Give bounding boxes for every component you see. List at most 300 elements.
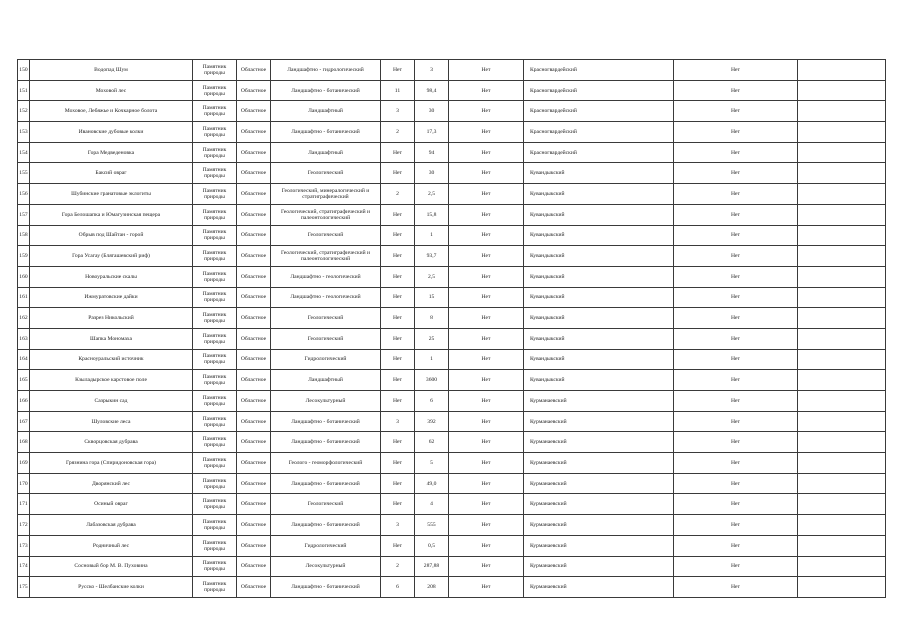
- object-category: Памятник природы: [193, 101, 237, 122]
- object-district: Курманаевский: [524, 432, 674, 453]
- object-district: Кувандыкский: [524, 349, 674, 370]
- object-notes: [798, 287, 886, 308]
- object-category: Памятник природы: [193, 142, 237, 163]
- object-cluster-count: Нет: [381, 246, 415, 267]
- object-cluster-count: 2: [381, 122, 415, 143]
- object-protection-zone: Нет: [449, 535, 524, 556]
- object-protection-zone: Нет: [449, 122, 524, 143]
- object-name: Гора Белошапка и Юмагузинская пещера: [30, 204, 193, 225]
- object-significance: Областное: [237, 473, 271, 494]
- object-significance: Областное: [237, 370, 271, 391]
- object-significance: Областное: [237, 328, 271, 349]
- row-number: 151: [18, 80, 30, 101]
- object-protection-zone: Нет: [449, 225, 524, 246]
- object-profile: Геологический: [271, 308, 381, 329]
- table-row: [18, 266, 886, 287]
- object-notes: [798, 204, 886, 225]
- object-cluster-count: 2: [381, 184, 415, 205]
- table-row: [18, 101, 886, 122]
- row-number: 155: [18, 163, 30, 184]
- object-cluster-count: Нет: [381, 370, 415, 391]
- table-row: [18, 370, 886, 391]
- object-status-flag: Нет: [674, 411, 798, 432]
- table-row: [18, 535, 886, 556]
- object-notes: [798, 473, 886, 494]
- object-area: 392: [415, 411, 449, 432]
- table-row: [18, 453, 886, 474]
- object-notes: [798, 328, 886, 349]
- object-district: Красногвардейский: [524, 80, 674, 101]
- object-significance: Областное: [237, 101, 271, 122]
- table-row: [18, 473, 886, 494]
- object-category: Памятник природы: [193, 122, 237, 143]
- object-category: Памятник природы: [193, 308, 237, 329]
- object-profile: Геологический, стратиграфический и палеонтологический: [271, 246, 381, 267]
- object-significance: Областное: [237, 556, 271, 577]
- object-area: 15,8: [415, 204, 449, 225]
- object-notes: [798, 60, 886, 81]
- table-row: [18, 411, 886, 432]
- object-district: Курманаевский: [524, 535, 674, 556]
- row-number: 174: [18, 556, 30, 577]
- object-profile: Ландшафтно - ботанический: [271, 577, 381, 598]
- object-district: Курманаевский: [524, 473, 674, 494]
- object-name: Моховое, Лебяжье и Кочкарное болота: [30, 101, 193, 122]
- object-status-flag: Нет: [674, 535, 798, 556]
- object-area: 1: [415, 225, 449, 246]
- object-significance: Областное: [237, 349, 271, 370]
- row-number: 152: [18, 101, 30, 122]
- object-status-flag: Нет: [674, 370, 798, 391]
- object-profile: Ландшафтно - ботанический: [271, 80, 381, 101]
- object-significance: Областное: [237, 515, 271, 536]
- object-category: Памятник природы: [193, 535, 237, 556]
- object-cluster-count: Нет: [381, 163, 415, 184]
- object-name: Баксий овраг: [30, 163, 193, 184]
- object-name: Новоуральские скалы: [30, 266, 193, 287]
- object-cluster-count: Нет: [381, 266, 415, 287]
- object-significance: Областное: [237, 453, 271, 474]
- object-category: Памятник природы: [193, 204, 237, 225]
- object-protection-zone: Нет: [449, 515, 524, 536]
- registry-table: [17, 59, 886, 598]
- object-district: Кувандыкский: [524, 225, 674, 246]
- object-protection-zone: Нет: [449, 349, 524, 370]
- object-profile: Ландшафтно - гидрологический: [271, 60, 381, 81]
- row-number: 153: [18, 122, 30, 143]
- row-number: 161: [18, 287, 30, 308]
- object-profile: Лесокультурный: [271, 556, 381, 577]
- object-category: Памятник природы: [193, 349, 237, 370]
- object-category: Памятник природы: [193, 328, 237, 349]
- object-significance: Областное: [237, 391, 271, 412]
- object-district: Курманаевский: [524, 556, 674, 577]
- object-protection-zone: Нет: [449, 101, 524, 122]
- object-area: 3600: [415, 370, 449, 391]
- object-cluster-count: 6: [381, 577, 415, 598]
- object-status-flag: Нет: [674, 349, 798, 370]
- object-cluster-count: 2: [381, 556, 415, 577]
- object-protection-zone: Нет: [449, 266, 524, 287]
- row-number: 165: [18, 370, 30, 391]
- object-name: Русско - Шелбанские колки: [30, 577, 193, 598]
- object-profile: Ландшафтный: [271, 370, 381, 391]
- object-protection-zone: Нет: [449, 411, 524, 432]
- object-name: Осиный овраг: [30, 494, 193, 515]
- table-row: [18, 122, 886, 143]
- object-protection-zone: Нет: [449, 60, 524, 81]
- object-category: Памятник природы: [193, 556, 237, 577]
- object-significance: Областное: [237, 204, 271, 225]
- object-significance: Областное: [237, 122, 271, 143]
- object-cluster-count: Нет: [381, 204, 415, 225]
- row-number: 163: [18, 328, 30, 349]
- row-number: 164: [18, 349, 30, 370]
- object-district: Курманаевский: [524, 391, 674, 412]
- table-row: [18, 204, 886, 225]
- object-notes: [798, 453, 886, 474]
- object-area: 17,3: [415, 122, 449, 143]
- object-profile: Ландшафтный: [271, 142, 381, 163]
- object-category: Памятник природы: [193, 515, 237, 536]
- object-district: Красногвардейский: [524, 60, 674, 81]
- object-district: Кувандыкский: [524, 246, 674, 267]
- object-protection-zone: Нет: [449, 80, 524, 101]
- object-status-flag: Нет: [674, 101, 798, 122]
- table-row: [18, 494, 886, 515]
- object-area: 287,88: [415, 556, 449, 577]
- row-number: 170: [18, 473, 30, 494]
- row-number: 162: [18, 308, 30, 329]
- object-name: Лабазовская дубрава: [30, 515, 193, 536]
- object-cluster-count: Нет: [381, 535, 415, 556]
- row-number: 173: [18, 535, 30, 556]
- object-district: Курманаевский: [524, 411, 674, 432]
- object-district: Кувандыкский: [524, 204, 674, 225]
- object-category: Памятник природы: [193, 163, 237, 184]
- object-significance: Областное: [237, 142, 271, 163]
- object-area: 3: [415, 60, 449, 81]
- object-area: 0,5: [415, 535, 449, 556]
- object-status-flag: Нет: [674, 225, 798, 246]
- object-area: 30: [415, 101, 449, 122]
- object-status-flag: Нет: [674, 556, 798, 577]
- row-number: 158: [18, 225, 30, 246]
- object-name: Моховой лес: [30, 80, 193, 101]
- object-district: Кувандыкский: [524, 266, 674, 287]
- object-status-flag: Нет: [674, 473, 798, 494]
- object-district: Кувандыкский: [524, 370, 674, 391]
- object-name: Шубинские гранатовые эклогиты: [30, 184, 193, 205]
- object-significance: Областное: [237, 184, 271, 205]
- object-notes: [798, 122, 886, 143]
- object-category: Памятник природы: [193, 473, 237, 494]
- object-status-flag: Нет: [674, 453, 798, 474]
- object-district: Красногвардейский: [524, 122, 674, 143]
- object-category: Памятник природы: [193, 266, 237, 287]
- table-row: [18, 577, 886, 598]
- object-status-flag: Нет: [674, 328, 798, 349]
- object-notes: [798, 577, 886, 598]
- object-protection-zone: Нет: [449, 142, 524, 163]
- object-notes: [798, 515, 886, 536]
- object-cluster-count: Нет: [381, 287, 415, 308]
- object-significance: Областное: [237, 246, 271, 267]
- object-notes: [798, 142, 886, 163]
- object-significance: Областное: [237, 80, 271, 101]
- object-status-flag: Нет: [674, 287, 798, 308]
- object-name: Сосновый бор М. В. Пуховина: [30, 556, 193, 577]
- object-profile: Лесокультурный: [271, 391, 381, 412]
- table-row: [18, 287, 886, 308]
- object-cluster-count: Нет: [381, 391, 415, 412]
- table-row: [18, 142, 886, 163]
- object-cluster-count: Нет: [381, 453, 415, 474]
- object-area: 49,0: [415, 473, 449, 494]
- object-district: Красногвардейский: [524, 101, 674, 122]
- object-profile: Геологический: [271, 225, 381, 246]
- object-category: Памятник природы: [193, 225, 237, 246]
- object-significance: Областное: [237, 432, 271, 453]
- object-status-flag: Нет: [674, 266, 798, 287]
- object-name: Разрез Никольский: [30, 308, 193, 329]
- object-category: Памятник природы: [193, 453, 237, 474]
- row-number: 168: [18, 432, 30, 453]
- object-profile: Геологический, минералогический и стратиграфический: [271, 184, 381, 205]
- object-area: 2,5: [415, 266, 449, 287]
- table-row: [18, 308, 886, 329]
- object-notes: [798, 246, 886, 267]
- object-name: Красноуральский источник: [30, 349, 193, 370]
- object-area: 15: [415, 287, 449, 308]
- object-cluster-count: 11: [381, 80, 415, 101]
- object-district: Кувандыкский: [524, 287, 674, 308]
- object-protection-zone: Нет: [449, 370, 524, 391]
- object-name: Шуловские леса: [30, 411, 193, 432]
- row-number: 154: [18, 142, 30, 163]
- object-protection-zone: Нет: [449, 556, 524, 577]
- object-protection-zone: Нет: [449, 432, 524, 453]
- object-profile: Гидрологический: [271, 535, 381, 556]
- object-status-flag: Нет: [674, 308, 798, 329]
- object-cluster-count: Нет: [381, 142, 415, 163]
- table-row: [18, 246, 886, 267]
- object-district: Курманаевский: [524, 494, 674, 515]
- table-row: [18, 163, 886, 184]
- object-district: Кувандыкский: [524, 163, 674, 184]
- object-protection-zone: Нет: [449, 308, 524, 329]
- object-significance: Областное: [237, 287, 271, 308]
- object-area: 555: [415, 515, 449, 536]
- object-profile: Ландшафтный: [271, 101, 381, 122]
- row-number: 166: [18, 391, 30, 412]
- object-area: 93,7: [415, 246, 449, 267]
- object-protection-zone: Нет: [449, 184, 524, 205]
- object-notes: [798, 349, 886, 370]
- object-status-flag: Нет: [674, 204, 798, 225]
- object-name: Родничный лес: [30, 535, 193, 556]
- table-row: [18, 515, 886, 536]
- object-name: Шапка Мономаха: [30, 328, 193, 349]
- object-area: 8: [415, 308, 449, 329]
- object-district: Курманаевский: [524, 515, 674, 536]
- object-protection-zone: Нет: [449, 577, 524, 598]
- object-significance: Областное: [237, 60, 271, 81]
- object-cluster-count: 3: [381, 101, 415, 122]
- row-number: 159: [18, 246, 30, 267]
- object-category: Памятник природы: [193, 80, 237, 101]
- object-notes: [798, 432, 886, 453]
- object-status-flag: Нет: [674, 142, 798, 163]
- object-area: 94: [415, 142, 449, 163]
- row-number: 175: [18, 577, 30, 598]
- object-profile: Ландшафтно - геологический: [271, 266, 381, 287]
- object-significance: Областное: [237, 494, 271, 515]
- object-status-flag: Нет: [674, 163, 798, 184]
- object-category: Памятник природы: [193, 60, 237, 81]
- object-name: Сазрыкин сад: [30, 391, 193, 412]
- object-notes: [798, 266, 886, 287]
- object-significance: Областное: [237, 266, 271, 287]
- row-number: 157: [18, 204, 30, 225]
- object-profile: Геологический, стратиграфический и палеонтологический: [271, 204, 381, 225]
- table-row: [18, 391, 886, 412]
- object-notes: [798, 225, 886, 246]
- object-cluster-count: Нет: [381, 328, 415, 349]
- object-status-flag: Нет: [674, 432, 798, 453]
- object-area: 2,5: [415, 184, 449, 205]
- object-name: Кзыладырское карстовое поле: [30, 370, 193, 391]
- object-profile: Ландшафтно - ботанический: [271, 122, 381, 143]
- object-protection-zone: Нет: [449, 453, 524, 474]
- object-profile: Гидрологический: [271, 349, 381, 370]
- object-status-flag: Нет: [674, 60, 798, 81]
- object-profile: Ландшафтно - ботанический: [271, 411, 381, 432]
- object-cluster-count: Нет: [381, 308, 415, 329]
- object-category: Памятник природы: [193, 577, 237, 598]
- object-status-flag: Нет: [674, 122, 798, 143]
- object-significance: Областное: [237, 411, 271, 432]
- object-protection-zone: Нет: [449, 391, 524, 412]
- object-notes: [798, 308, 886, 329]
- object-notes: [798, 494, 886, 515]
- row-number: 156: [18, 184, 30, 205]
- object-name: Обрыв под Шайтан - горой: [30, 225, 193, 246]
- object-notes: [798, 535, 886, 556]
- object-category: Памятник природы: [193, 432, 237, 453]
- object-category: Памятник природы: [193, 411, 237, 432]
- object-area: 5: [415, 453, 449, 474]
- object-status-flag: Нет: [674, 80, 798, 101]
- object-area: 30: [415, 163, 449, 184]
- object-district: Курманаевский: [524, 453, 674, 474]
- object-profile: Ландшафтно - ботанический: [271, 432, 381, 453]
- object-district: Кувандыкский: [524, 308, 674, 329]
- row-number: 150: [18, 60, 30, 81]
- object-profile: Геологический: [271, 163, 381, 184]
- object-name: Ивановские дубовые колки: [30, 122, 193, 143]
- object-status-flag: Нет: [674, 184, 798, 205]
- row-number: 172: [18, 515, 30, 536]
- object-notes: [798, 391, 886, 412]
- registry-body: [18, 60, 886, 598]
- table-row: [18, 225, 886, 246]
- object-category: Памятник природы: [193, 391, 237, 412]
- object-name: Дворянский лес: [30, 473, 193, 494]
- object-status-flag: Нет: [674, 515, 798, 536]
- object-district: Курманаевский: [524, 577, 674, 598]
- object-area: 25: [415, 328, 449, 349]
- object-profile: Геолого - геоморфологический: [271, 453, 381, 474]
- object-protection-zone: Нет: [449, 287, 524, 308]
- object-significance: Областное: [237, 163, 271, 184]
- object-notes: [798, 101, 886, 122]
- object-cluster-count: 3: [381, 411, 415, 432]
- table-row: [18, 432, 886, 453]
- object-significance: Областное: [237, 308, 271, 329]
- object-district: Кувандыкский: [524, 328, 674, 349]
- object-cluster-count: Нет: [381, 494, 415, 515]
- object-cluster-count: Нет: [381, 225, 415, 246]
- object-category: Памятник природы: [193, 287, 237, 308]
- object-notes: [798, 370, 886, 391]
- object-cluster-count: Нет: [381, 432, 415, 453]
- object-name: Ижмуратовские дайки: [30, 287, 193, 308]
- row-number: 169: [18, 453, 30, 474]
- object-significance: Областное: [237, 225, 271, 246]
- object-cluster-count: Нет: [381, 473, 415, 494]
- object-protection-zone: Нет: [449, 204, 524, 225]
- object-protection-zone: Нет: [449, 163, 524, 184]
- object-name: Скворцовская дубрава: [30, 432, 193, 453]
- object-profile: Ландшафтно - ботанический: [271, 473, 381, 494]
- object-district: Кувандыкский: [524, 184, 674, 205]
- object-protection-zone: Нет: [449, 328, 524, 349]
- table-row: [18, 328, 886, 349]
- object-profile: Ландшафтно - геологический: [271, 287, 381, 308]
- object-area: 98,4: [415, 80, 449, 101]
- table-row: [18, 349, 886, 370]
- object-area: 4: [415, 494, 449, 515]
- object-cluster-count: Нет: [381, 60, 415, 81]
- object-category: Памятник природы: [193, 494, 237, 515]
- object-profile: Геологический: [271, 328, 381, 349]
- object-area: 1: [415, 349, 449, 370]
- object-name: Гора Медведеновка: [30, 142, 193, 163]
- object-area: 62: [415, 432, 449, 453]
- object-cluster-count: 3: [381, 515, 415, 536]
- row-number: 160: [18, 266, 30, 287]
- table-row: [18, 556, 886, 577]
- object-cluster-count: Нет: [381, 349, 415, 370]
- row-number: 167: [18, 411, 30, 432]
- object-status-flag: Нет: [674, 494, 798, 515]
- object-notes: [798, 411, 886, 432]
- object-category: Памятник природы: [193, 184, 237, 205]
- object-name: Грязнина гора (Спиридоновская гора): [30, 453, 193, 474]
- object-profile: Геологический: [271, 494, 381, 515]
- object-notes: [798, 163, 886, 184]
- object-significance: Областное: [237, 577, 271, 598]
- object-name: Гора Усагау (Блягашевский риф): [30, 246, 193, 267]
- object-status-flag: Нет: [674, 391, 798, 412]
- object-protection-zone: Нет: [449, 246, 524, 267]
- object-category: Памятник природы: [193, 246, 237, 267]
- row-number: 171: [18, 494, 30, 515]
- object-notes: [798, 184, 886, 205]
- object-name: Водопад Шум: [30, 60, 193, 81]
- object-protection-zone: Нет: [449, 473, 524, 494]
